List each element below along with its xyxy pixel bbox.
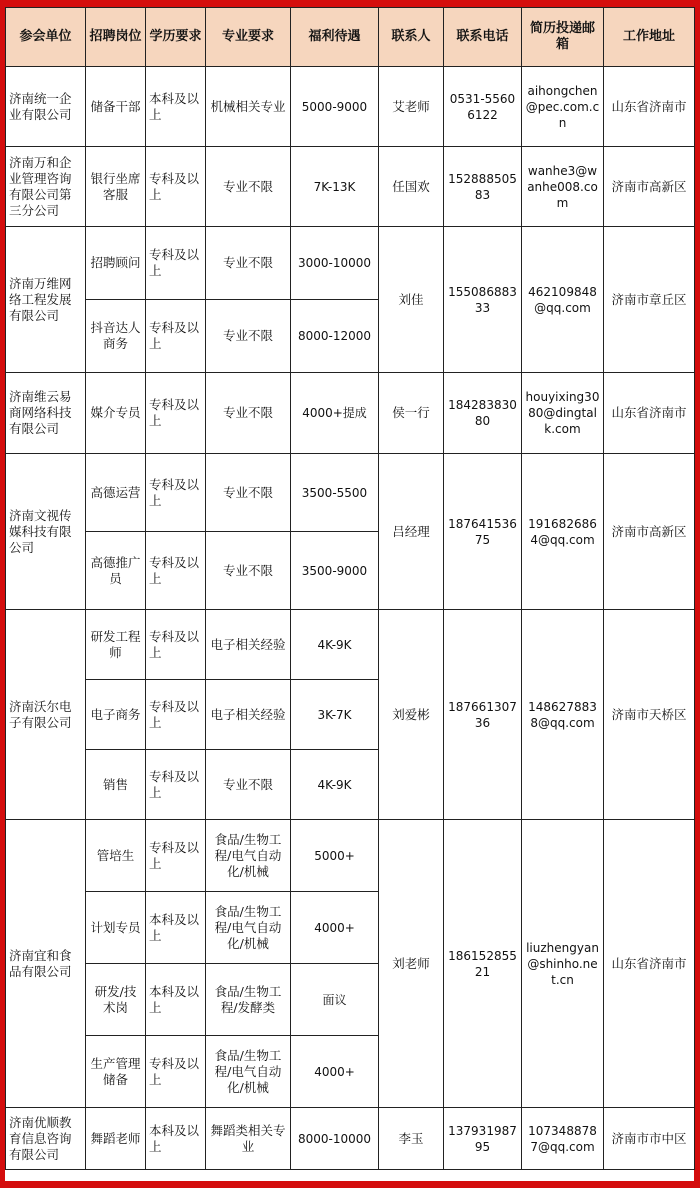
company-name: 济南宜和食品有限公司 <box>6 820 86 1108</box>
contact-phone: 15288850583 <box>444 147 522 227</box>
job-position: 生产管理储备 <box>86 1036 146 1108</box>
resume-email: houyixing3080@dingtalk.com <box>522 373 604 454</box>
resume-email: liuzhengyan@shinho.net.cn <box>522 820 604 1108</box>
table-row <box>6 610 695 680</box>
table-row <box>6 373 695 454</box>
header-position: 招聘岗位 <box>86 8 146 67</box>
job-salary: 3500-5500 <box>291 454 379 532</box>
contact-person: 任国欢 <box>379 147 444 227</box>
recruitment-table <box>5 7 695 1170</box>
job-major: 专业不限 <box>206 227 291 300</box>
job-major: 食品/生物工程/发酵类 <box>206 964 291 1036</box>
resume-email: 1916826864@qq.com <box>522 454 604 610</box>
job-education: 专科及以上 <box>146 300 206 373</box>
job-salary: 8000-10000 <box>291 1108 379 1170</box>
job-position: 电子商务 <box>86 680 146 750</box>
job-salary: 4K-9K <box>291 750 379 820</box>
job-salary: 3K-7K <box>291 680 379 750</box>
header-email: 简历投递邮箱 <box>522 8 604 67</box>
job-major: 专业不限 <box>206 454 291 532</box>
job-education: 本科及以上 <box>146 964 206 1036</box>
job-education: 专科及以上 <box>146 227 206 300</box>
contact-phone: 18615285521 <box>444 820 522 1108</box>
job-salary: 4000+ <box>291 1036 379 1108</box>
job-salary: 5000-9000 <box>291 67 379 147</box>
job-major: 电子相关经验 <box>206 610 291 680</box>
company-name: 济南维云易商网络科技有限公司 <box>6 373 86 454</box>
work-address: 山东省济南市 <box>604 820 695 1108</box>
job-education: 专科及以上 <box>146 750 206 820</box>
job-major: 专业不限 <box>206 750 291 820</box>
job-position: 高德运营 <box>86 454 146 532</box>
job-salary: 面议 <box>291 964 379 1036</box>
job-position: 管培生 <box>86 820 146 892</box>
work-address: 山东省济南市 <box>604 67 695 147</box>
resume-email: aihongchen@pec.com.cn <box>522 67 604 147</box>
job-position: 研发工程师 <box>86 610 146 680</box>
work-address: 山东省济南市 <box>604 373 695 454</box>
contact-person: 艾老师 <box>379 67 444 147</box>
job-position: 媒介专员 <box>86 373 146 454</box>
contact-person: 刘爱彬 <box>379 610 444 820</box>
contact-person: 刘佳 <box>379 227 444 373</box>
job-salary: 4K-9K <box>291 610 379 680</box>
header-company: 参会单位 <box>6 8 86 67</box>
job-salary: 5000+ <box>291 820 379 892</box>
header-education: 学历要求 <box>146 8 206 67</box>
contact-phone: 18428383080 <box>444 373 522 454</box>
job-education: 专科及以上 <box>146 1036 206 1108</box>
resume-email: 1073488787@qq.com <box>522 1108 604 1170</box>
work-address: 济南市天桥区 <box>604 610 695 820</box>
job-education: 专科及以上 <box>146 532 206 610</box>
job-major: 机械相关专业 <box>206 67 291 147</box>
company-name: 济南统一企业有限公司 <box>6 67 86 147</box>
work-address: 济南市章丘区 <box>604 227 695 373</box>
header-major: 专业要求 <box>206 8 291 67</box>
table-row <box>6 820 695 892</box>
job-education: 本科及以上 <box>146 67 206 147</box>
header-contact: 联系人 <box>379 8 444 67</box>
table-row <box>6 1108 695 1170</box>
job-position: 计划专员 <box>86 892 146 964</box>
job-major: 专业不限 <box>206 532 291 610</box>
table-row <box>6 227 695 300</box>
header-row <box>6 8 695 67</box>
job-education: 本科及以上 <box>146 892 206 964</box>
contact-person: 侯一行 <box>379 373 444 454</box>
job-position: 高德推广员 <box>86 532 146 610</box>
contact-phone: 15508688333 <box>444 227 522 373</box>
company-name: 济南万维网络工程发展有限公司 <box>6 227 86 373</box>
job-salary: 8000-12000 <box>291 300 379 373</box>
job-education: 专科及以上 <box>146 680 206 750</box>
job-position: 销售 <box>86 750 146 820</box>
contact-phone: 0531-55606122 <box>444 67 522 147</box>
work-address: 济南市市中区 <box>604 1108 695 1170</box>
contact-phone: 18764153675 <box>444 454 522 610</box>
contact-person: 刘老师 <box>379 820 444 1108</box>
job-salary: 7K-13K <box>291 147 379 227</box>
job-education: 专科及以上 <box>146 147 206 227</box>
work-address: 济南市高新区 <box>604 454 695 610</box>
job-major: 食品/生物工程/电气自动化/机械 <box>206 1036 291 1108</box>
job-education: 本科及以上 <box>146 1108 206 1170</box>
header-address: 工作地址 <box>604 8 695 67</box>
job-major: 舞蹈类相关专业 <box>206 1108 291 1170</box>
job-education: 专科及以上 <box>146 454 206 532</box>
resume-email: 1486278838@qq.com <box>522 610 604 820</box>
job-major: 专业不限 <box>206 300 291 373</box>
job-position: 储备干部 <box>86 67 146 147</box>
company-name: 济南万和企业管理咨询有限公司第三分公司 <box>6 147 86 227</box>
job-salary: 4000+ <box>291 892 379 964</box>
header-phone: 联系电话 <box>444 8 522 67</box>
contact-person: 李玉 <box>379 1108 444 1170</box>
resume-email: wanhe3@wanhe008.com <box>522 147 604 227</box>
job-major: 食品/生物工程/电气自动化/机械 <box>206 820 291 892</box>
table-row <box>6 67 695 147</box>
table-row <box>6 454 695 532</box>
company-name: 济南优顺教育信息咨询有限公司 <box>6 1108 86 1170</box>
resume-email: 462109848@qq.com <box>522 227 604 373</box>
job-position: 银行坐席客服 <box>86 147 146 227</box>
table-row <box>6 147 695 227</box>
header-salary: 福利待遇 <box>291 8 379 67</box>
job-position: 招聘顾问 <box>86 227 146 300</box>
job-education: 专科及以上 <box>146 820 206 892</box>
contact-phone: 18766130736 <box>444 610 522 820</box>
job-salary: 3000-10000 <box>291 227 379 300</box>
job-fair-sheet <box>5 7 694 1181</box>
job-salary: 3500-9000 <box>291 532 379 610</box>
company-name: 济南沃尔电子有限公司 <box>6 610 86 820</box>
job-major: 专业不限 <box>206 373 291 454</box>
contact-phone: 13793198795 <box>444 1108 522 1170</box>
contact-person: 吕经理 <box>379 454 444 610</box>
work-address: 济南市高新区 <box>604 147 695 227</box>
job-major: 电子相关经验 <box>206 680 291 750</box>
job-salary: 4000+提成 <box>291 373 379 454</box>
job-education: 专科及以上 <box>146 610 206 680</box>
job-position: 抖音达人商务 <box>86 300 146 373</box>
job-position: 研发/技术岗 <box>86 964 146 1036</box>
job-major: 专业不限 <box>206 147 291 227</box>
job-major: 食品/生物工程/电气自动化/机械 <box>206 892 291 964</box>
job-education: 专科及以上 <box>146 373 206 454</box>
job-position: 舞蹈老师 <box>86 1108 146 1170</box>
company-name: 济南文视传媒科技有限公司 <box>6 454 86 610</box>
